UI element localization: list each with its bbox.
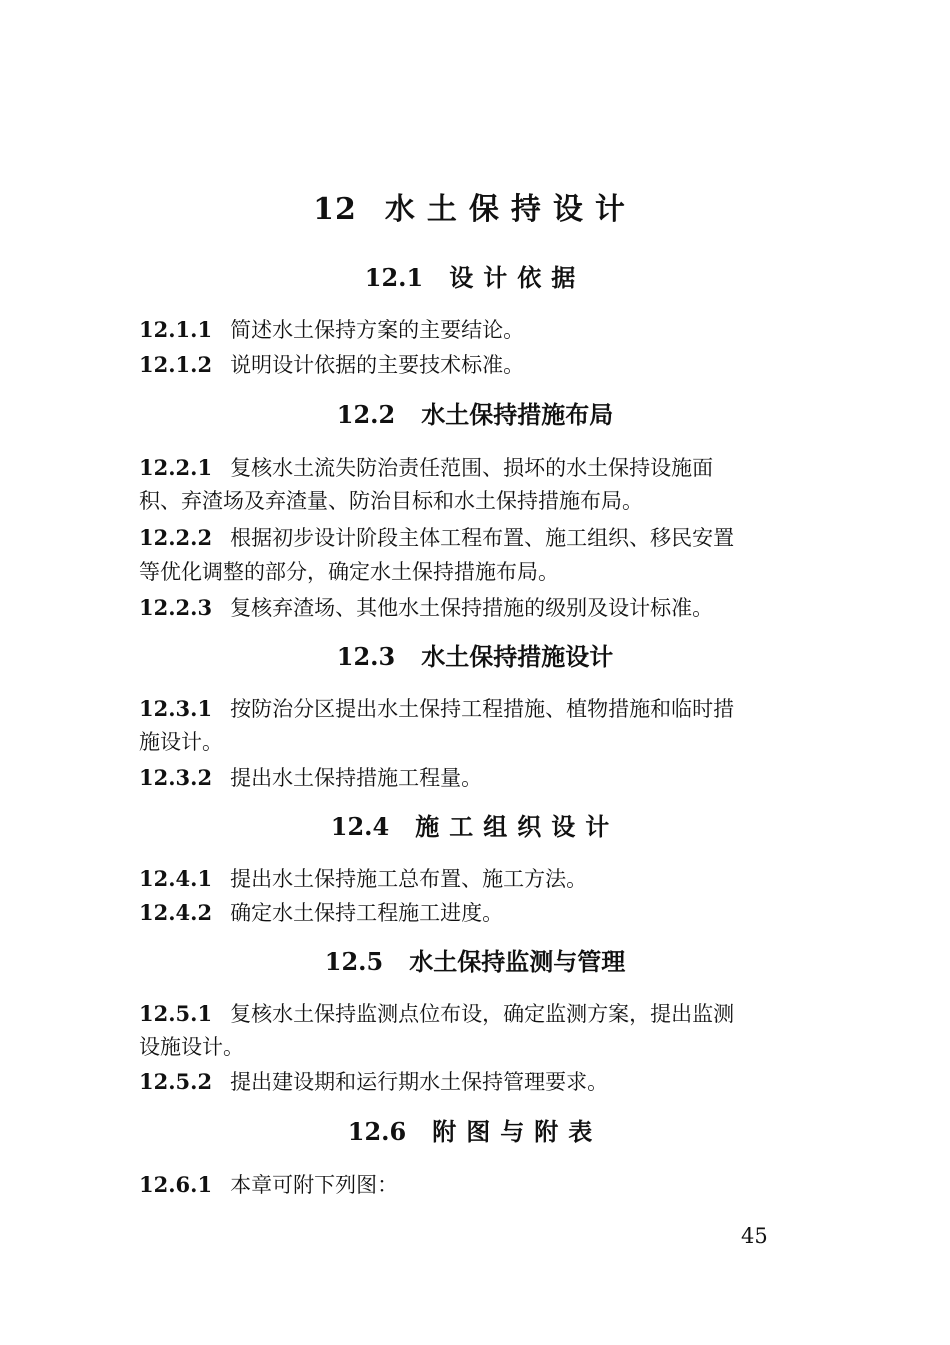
section-heading-12-1 bbox=[0, 262, 950, 294]
section-title: 设计依据 bbox=[449, 263, 586, 292]
clause-12-5-1 bbox=[139, 996, 811, 1032]
clause-continuation: 设施设计。 bbox=[139, 1035, 244, 1059]
clause-text: 提出建设期和运行期水土保持管理要求。 bbox=[230, 1070, 609, 1094]
clause-12-5-2 bbox=[139, 1064, 811, 1100]
clause-12-1-2 bbox=[139, 347, 811, 383]
clause-number: 12.3.1 bbox=[139, 696, 213, 721]
clause-text: 提出水土保持施工总布置、施工方法。 bbox=[230, 867, 588, 891]
section-heading-12-5 bbox=[0, 946, 950, 978]
clause-12-6-1 bbox=[139, 1167, 811, 1203]
chapter-title-text: 水土保持设计 bbox=[384, 192, 637, 227]
section-number: 12.5 bbox=[324, 947, 384, 976]
clause-12-4-1 bbox=[139, 861, 811, 897]
clause-text: 确定水土保持工程施工进度。 bbox=[230, 901, 504, 925]
clause-number: 12.2.2 bbox=[139, 525, 213, 550]
clause-number: 12.3.2 bbox=[139, 765, 213, 790]
clause-text: 复核水土流失防治责任范围、损坏的水土保持设施面 bbox=[230, 456, 714, 480]
clause-number: 12.5.2 bbox=[139, 1069, 213, 1094]
section-title: 施工组织设计 bbox=[415, 812, 620, 841]
clause-12-3-1 bbox=[139, 691, 811, 727]
clause-number: 12.1.1 bbox=[139, 317, 213, 342]
chapter-number: 12 bbox=[313, 192, 357, 227]
clause-text: 按防治分区提出水土保持工程措施、植物措施和临时措 bbox=[230, 697, 735, 721]
section-number: 12.6 bbox=[347, 1117, 407, 1146]
section-number: 12.1 bbox=[364, 263, 424, 292]
clause-continuation: 施设计。 bbox=[139, 730, 223, 754]
page-number: 45 bbox=[741, 1224, 768, 1248]
clause-number: 12.4.1 bbox=[139, 866, 213, 891]
clause-text: 复核水土保持监测点位布设，确定监测方案，提出监测 bbox=[230, 1002, 735, 1026]
clause-text: 简述水土保持方案的主要结论。 bbox=[230, 318, 525, 342]
clause-text: 说明设计依据的主要技术标准。 bbox=[230, 353, 525, 377]
clause-continuation: 积、弃渣场及弃渣量、防治目标和水土保持措施布局。 bbox=[139, 489, 643, 513]
section-number: 12.3 bbox=[336, 642, 396, 671]
clause-text: 根据初步设计阶段主体工程布置、施工组织、移民安置 bbox=[230, 526, 735, 550]
clause-12-2-3 bbox=[139, 590, 811, 626]
clause-number: 12.1.2 bbox=[139, 352, 213, 377]
clause-text: 本章可附下列图： bbox=[230, 1173, 399, 1197]
section-heading-12-6 bbox=[0, 1116, 950, 1148]
section-title: 附图与附表 bbox=[432, 1117, 603, 1146]
clause-text: 提出水土保持措施工程量。 bbox=[230, 766, 483, 790]
clause-12-2-1 bbox=[139, 450, 811, 486]
clause-12-2-2 bbox=[139, 520, 811, 556]
clause-number: 12.4.2 bbox=[139, 900, 213, 925]
section-title: 水土保持监测与管理 bbox=[409, 947, 626, 976]
clause-number: 12.5.1 bbox=[139, 1001, 213, 1026]
section-heading-12-3 bbox=[0, 641, 950, 673]
chapter-title bbox=[0, 184, 950, 228]
clause-number: 12.2.3 bbox=[139, 595, 213, 620]
section-heading-12-4 bbox=[0, 811, 950, 843]
clause-continuation: 等优化调整的部分，确定水土保持措施布局。 bbox=[139, 560, 559, 584]
section-number: 12.2 bbox=[336, 400, 396, 429]
clause-number: 12.6.1 bbox=[139, 1172, 213, 1197]
section-title: 水土保持措施布局 bbox=[421, 400, 614, 429]
clause-12-3-2 bbox=[139, 760, 811, 796]
clause-text: 复核弃渣场、其他水土保持措施的级别及设计标准。 bbox=[230, 596, 714, 620]
clause-12-4-2 bbox=[139, 895, 811, 931]
section-heading-12-2 bbox=[0, 399, 950, 431]
section-title: 水土保持措施设计 bbox=[421, 642, 614, 671]
clause-12-1-1 bbox=[139, 312, 811, 348]
section-number: 12.4 bbox=[330, 812, 390, 841]
clause-number: 12.2.1 bbox=[139, 455, 213, 480]
